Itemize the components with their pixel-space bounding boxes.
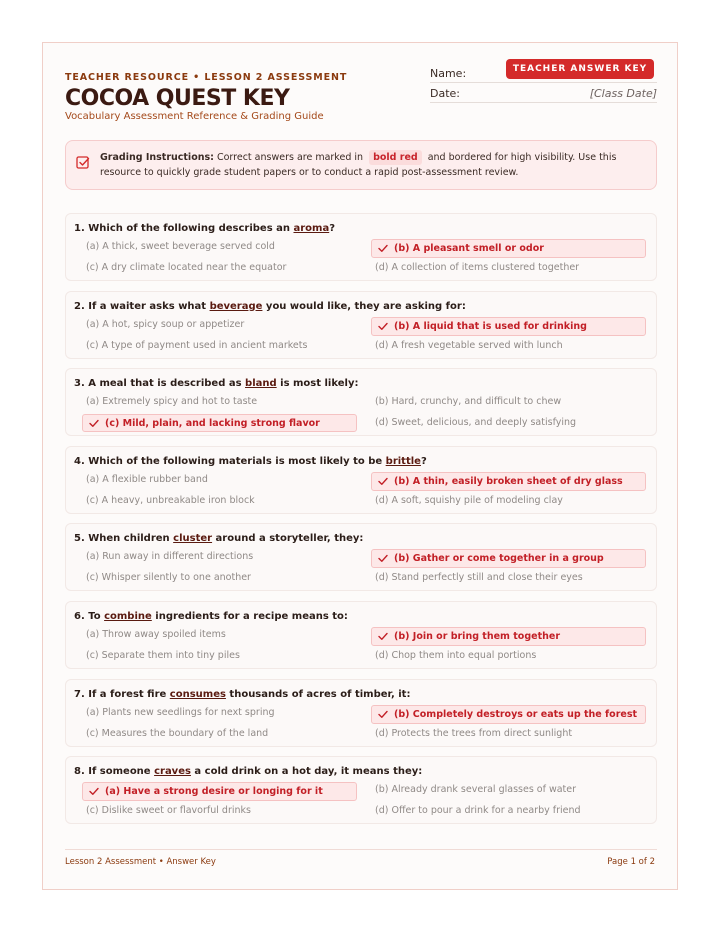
vocabulary-term: aroma [293, 223, 330, 234]
stem-text-after: you would like, they are asking for: [262, 300, 466, 312]
question-stem [74, 689, 410, 700]
answer-option [82, 337, 357, 355]
answer-option [82, 238, 357, 256]
option-text: (a) A thick, sweet beverage served cold [86, 241, 275, 252]
answer-option [82, 704, 357, 722]
instructions-text-before: Correct answers are marked in [216, 152, 364, 163]
answer-option [82, 492, 357, 510]
question-card [65, 291, 657, 359]
stem-text-after: ? [329, 223, 336, 234]
answer-option [82, 626, 357, 644]
checkbox-icon [76, 156, 90, 170]
answer-key-page [42, 42, 678, 890]
option-text: (d) Offer to pour a drink for a nearby friend [375, 805, 581, 817]
instructions-text-after: and bordered for high visibility. Use this resource to quickly grade student papers or to conduct a rapid post-assessment review. [100, 152, 617, 178]
answer-option [82, 802, 357, 820]
question-stem [74, 611, 348, 622]
correct-answer-option [82, 782, 357, 801]
option-text: (b) Join or bring them together [394, 631, 561, 642]
answer-option [371, 492, 646, 510]
answer-option [371, 781, 646, 799]
vocabulary-term: craves [154, 766, 191, 778]
option-text: (c) Whisper silently to one another [86, 572, 251, 584]
option-text: (c) Measures the boundary of the land [86, 727, 269, 739]
page-number: Page 1 of 2 [607, 857, 655, 867]
question-stem [74, 456, 427, 467]
page-title: COCOA QUEST KEY [65, 86, 290, 111]
option-text: (b) A liquid that is used for drinking [394, 320, 587, 332]
option-text: (c) Separate them into tiny piles [86, 650, 240, 661]
answer-option [82, 471, 357, 489]
question-card [65, 213, 657, 281]
date-field[interactable] [430, 83, 657, 103]
answer-option [371, 393, 646, 411]
stem-text-after: a cold drink on a hot day, it means they: [190, 766, 423, 778]
correct-answer-option [371, 317, 646, 336]
option-text: (a) A flexible rubber band [86, 473, 208, 485]
question-stem [74, 766, 422, 777]
stem-text-before: 7. If a forest fire [74, 688, 170, 700]
checkmark-icon [378, 477, 388, 486]
question-stem [74, 301, 466, 312]
option-text: (a) A hot, spicy soup or appetizer [86, 318, 245, 330]
option-text: (a) Extremely spicy and hot to taste [86, 396, 258, 408]
instructions-text [100, 150, 646, 180]
stem-text-before: 4. Which of the following materials is most likely to be [74, 455, 386, 467]
answer-option [371, 414, 646, 432]
stem-text-after: ingredients for a recipe means to: [151, 611, 348, 622]
vocabulary-term: bland [245, 378, 277, 390]
correct-answer-option [371, 705, 646, 724]
answer-option [82, 647, 357, 665]
stem-text-before: 6. To [74, 611, 105, 622]
answer-option [371, 569, 646, 587]
question-card [65, 523, 657, 591]
option-text: (b) Already drank several glasses of water [375, 784, 577, 796]
answer-option [371, 725, 646, 743]
correct-answer-option [82, 414, 357, 432]
question-stem [74, 378, 358, 389]
name-label: Name: [430, 67, 467, 80]
option-text: (b) Completely destroys or eats up the forest [394, 708, 638, 720]
option-text: (d) A collection of items clustered together [375, 262, 580, 273]
date-value: [Class Date] [589, 87, 657, 100]
option-text: (c) A dry climate located near the equator [86, 262, 287, 273]
answer-option [371, 647, 646, 665]
answer-option [371, 802, 646, 820]
checkmark-icon [89, 787, 99, 796]
option-text: (b) Hard, crunchy, and difficult to chew [375, 396, 562, 408]
option-text: (d) Protects the trees from direct sunlight [375, 727, 573, 739]
page-subtitle: Vocabulary Assessment Reference & Grading Guide [65, 111, 324, 122]
stem-text-after: around a storyteller, they: [212, 533, 364, 545]
answer-key-badge: TEACHER ANSWER KEY [506, 59, 654, 79]
stem-text-before: 1. Which of the following describes an [74, 223, 294, 234]
option-text: (b) A pleasant smell or odor [394, 243, 544, 254]
stem-text-before: 5. When children [74, 533, 174, 545]
option-text: (d) A soft, squishy pile of modeling clay [375, 494, 563, 506]
answer-option [82, 569, 357, 587]
stem-text-before: 2. If a waiter asks what [74, 300, 210, 312]
date-label: Date: [430, 87, 460, 100]
stem-text-before: 3. A meal that is described as [74, 378, 246, 390]
answer-option [82, 259, 357, 277]
answer-option [371, 337, 646, 355]
answer-option [371, 259, 646, 277]
page-header [65, 43, 657, 133]
option-text: (d) A fresh vegetable served with lunch [375, 339, 563, 351]
eyebrow-label: TEACHER RESOURCE • LESSON 2 ASSESSMENT [65, 72, 348, 83]
option-text: (b) Gather or come together in a group [394, 553, 604, 565]
vocabulary-term: consumes [169, 688, 226, 700]
instructions-label: Grading Instructions: [100, 152, 214, 163]
option-text: (a) Run away in different directions [86, 551, 254, 563]
vocabulary-term: cluster [173, 533, 213, 545]
correct-answer-option [371, 239, 646, 258]
question-card [65, 601, 657, 669]
footer-divider [65, 849, 657, 850]
option-text: (d) Chop them into equal portions [375, 650, 537, 661]
stem-text-after: thousands of acres of timber, it: [225, 688, 411, 700]
answer-option [82, 725, 357, 743]
vocabulary-term: beverage [209, 300, 263, 312]
question-card [65, 368, 657, 436]
stem-text-before: 8. If someone [74, 766, 155, 778]
option-text: (b) A thin, easily broken sheet of dry glass [394, 475, 623, 487]
checkmark-icon [378, 632, 388, 641]
option-text: (c) A heavy, unbreakable iron block [86, 494, 255, 506]
correct-answer-option [371, 472, 646, 491]
footer-lesson-label: Lesson 2 Assessment • Answer Key [65, 857, 216, 867]
option-text: (a) Plants new seedlings for next spring [86, 706, 275, 718]
correct-answer-option [371, 549, 646, 568]
checkmark-icon [378, 710, 388, 719]
option-text: (d) Sweet, delicious, and deeply satisfying [375, 417, 577, 429]
option-text: (d) Stand perfectly still and close their eyes [375, 572, 583, 584]
vocabulary-term: brittle [385, 455, 421, 467]
stem-text-after: is most likely: [276, 378, 359, 390]
checkmark-icon [89, 419, 99, 428]
stem-text-after: ? [420, 455, 427, 467]
question-stem [74, 533, 363, 544]
grading-instructions-box [65, 140, 657, 190]
correct-answer-option [371, 627, 646, 646]
option-text: (c) Mild, plain, and lacking strong flavor [105, 418, 320, 430]
option-text: (c) A type of payment used in ancient markets [86, 339, 308, 351]
question-card [65, 446, 657, 514]
bold-red-highlight: bold red [369, 150, 422, 165]
checkmark-icon [378, 322, 388, 331]
checkmark-icon [378, 554, 388, 563]
question-stem [74, 223, 335, 234]
answer-option [82, 393, 357, 411]
option-text: (c) Dislike sweet or flavorful drinks [86, 805, 251, 817]
answer-option [82, 548, 357, 566]
vocabulary-term: combine [104, 611, 152, 622]
checkmark-icon [378, 244, 388, 253]
answer-option [82, 316, 357, 334]
option-text: (a) Throw away spoiled items [86, 629, 226, 640]
option-text: (a) Have a strong desire or longing for it [105, 786, 323, 798]
question-card [65, 679, 657, 747]
question-card [65, 756, 657, 824]
